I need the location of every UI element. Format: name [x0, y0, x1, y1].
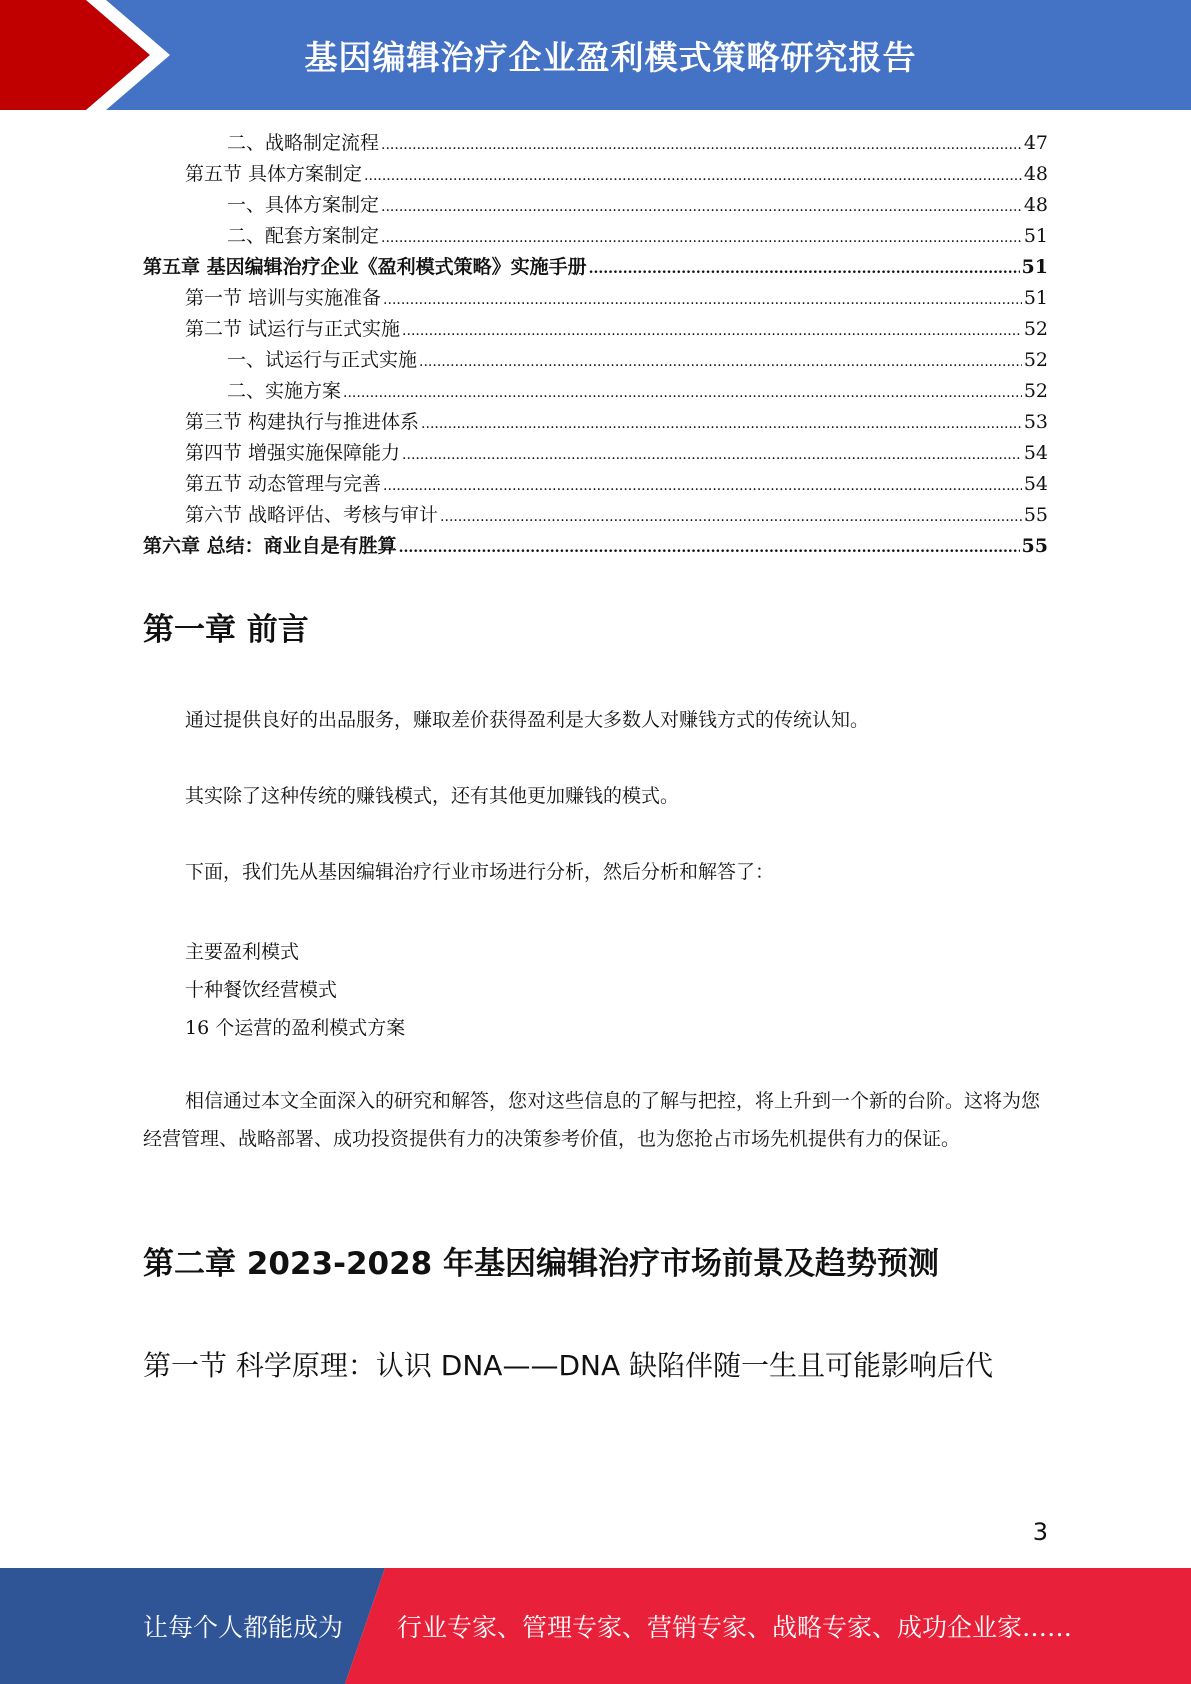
chapter-heading: 第一章 前言 — [143, 612, 309, 648]
toc-entry-title: 第四节 增强实施保障能力 — [185, 442, 401, 464]
toc-entry[interactable] — [143, 128, 1048, 159]
toc-dot-leader — [419, 347, 1022, 378]
header-banner — [0, 0, 1191, 110]
section-heading: 第一节 科学原理：认识 DNA——DNA 缺陷伴随一生且可能影响后代 — [143, 1349, 994, 1382]
toc-entry-page: 52 — [1023, 318, 1048, 340]
list-item: 主要盈利模式 — [185, 941, 300, 963]
paragraph: 通过提供良好的出品服务，赚取差价获得盈利是大多数人对赚钱方式的传统认知。 — [185, 709, 870, 731]
footer-slogan-right: 行业专家、管理专家、营销专家、战略专家、成功企业家…… — [397, 1613, 1073, 1642]
toc-entry[interactable] — [143, 438, 1048, 469]
toc-entry-page: 54 — [1023, 473, 1048, 495]
list-item: 16 个运营的盈利模式方案 — [185, 1017, 406, 1039]
toc-entry-title: 二、配套方案制定 — [227, 225, 380, 247]
toc-dot-leader — [381, 130, 1022, 161]
toc-entry[interactable] — [143, 252, 1048, 283]
toc-entry[interactable] — [143, 190, 1048, 221]
toc-entry[interactable] — [143, 221, 1048, 252]
toc-entry-page: 48 — [1023, 194, 1048, 216]
toc-entry[interactable] — [143, 283, 1048, 314]
toc-dot-leader — [343, 378, 1022, 409]
toc-entry[interactable] — [143, 407, 1048, 438]
toc-entry-page: 55 — [1023, 504, 1048, 526]
toc-dot-leader — [383, 471, 1022, 502]
report-title: 基因编辑治疗企业盈利模式策略研究报告 — [304, 37, 917, 77]
toc-entry-title: 二、实施方案 — [227, 380, 342, 402]
paragraph: 其实除了这种传统的赚钱模式，还有其他更加赚钱的模式。 — [185, 785, 680, 807]
toc-entry-title: 二、战略制定流程 — [227, 132, 380, 154]
toc-entry[interactable] — [143, 531, 1048, 562]
table-of-contents — [143, 128, 1048, 562]
footer-slogan-left: 让每个人都能成为 — [143, 1613, 344, 1642]
footer-banner — [0, 1568, 1191, 1684]
toc-entry-title: 一、试运行与正式实施 — [227, 349, 418, 371]
toc-entry-title: 第三节 构建执行与推进体系 — [185, 411, 420, 433]
toc-dot-leader — [589, 254, 1020, 285]
toc-dot-leader — [381, 223, 1022, 254]
toc-entry-title: 第六章 总结：商业自是有胜算 — [143, 535, 397, 557]
toc-entry[interactable] — [143, 469, 1048, 500]
toc-entry-title: 第五章 基因编辑治疗企业《盈利模式策略》实施手册 — [143, 256, 587, 278]
toc-entry-page: 54 — [1023, 442, 1048, 464]
toc-entry-page: 55 — [1021, 535, 1048, 557]
toc-entry[interactable] — [143, 345, 1048, 376]
toc-dot-leader — [402, 440, 1022, 471]
toc-dot-leader — [399, 533, 1020, 564]
chapter-heading: 第二章 2023-2028 年基因编辑治疗市场前景及趋势预测 — [143, 1246, 940, 1282]
toc-entry-title: 第一节 培训与实施准备 — [185, 287, 382, 309]
toc-entry-page: 52 — [1023, 380, 1048, 402]
toc-entry[interactable] — [143, 314, 1048, 345]
toc-dot-leader — [421, 409, 1022, 440]
toc-entry[interactable] — [143, 159, 1048, 190]
paragraph: 下面，我们先从基因编辑治疗行业市场进行分析，然后分析和解答了： — [185, 861, 775, 883]
page-number: 3 — [1032, 1518, 1048, 1546]
toc-entry[interactable] — [143, 376, 1048, 407]
toc-entry-title: 第五节 具体方案制定 — [185, 163, 363, 185]
toc-entry[interactable] — [143, 500, 1048, 531]
toc-entry-page: 51 — [1023, 287, 1048, 309]
toc-dot-leader — [383, 285, 1022, 316]
toc-dot-leader — [440, 502, 1022, 533]
toc-entry-page: 51 — [1023, 225, 1048, 247]
toc-entry-page: 53 — [1023, 411, 1048, 433]
toc-entry-title: 一、具体方案制定 — [227, 194, 380, 216]
toc-entry-page: 48 — [1023, 163, 1048, 185]
toc-entry-page: 47 — [1023, 132, 1048, 154]
toc-dot-leader — [402, 316, 1022, 347]
toc-dot-leader — [381, 192, 1022, 223]
list-item: 十种餐饮经营模式 — [185, 979, 338, 1001]
paragraph: 相信通过本文全面深入的研究和解答，您对这些信息的了解与把控，将上升到一个新的台阶。这将为您经营管理、战略部署、成功投资提供有力的决策参考价值，也为您抢占市场先机提供有力的保证。 — [143, 1090, 1041, 1150]
toc-entry-title: 第五节 动态管理与完善 — [185, 473, 382, 495]
toc-entry-page: 52 — [1023, 349, 1048, 371]
toc-entry-title: 第六节 战略评估、考核与审计 — [185, 504, 439, 526]
toc-entry-page: 51 — [1021, 256, 1048, 278]
toc-entry-title: 第二节 试运行与正式实施 — [185, 318, 401, 340]
toc-dot-leader — [364, 161, 1022, 192]
